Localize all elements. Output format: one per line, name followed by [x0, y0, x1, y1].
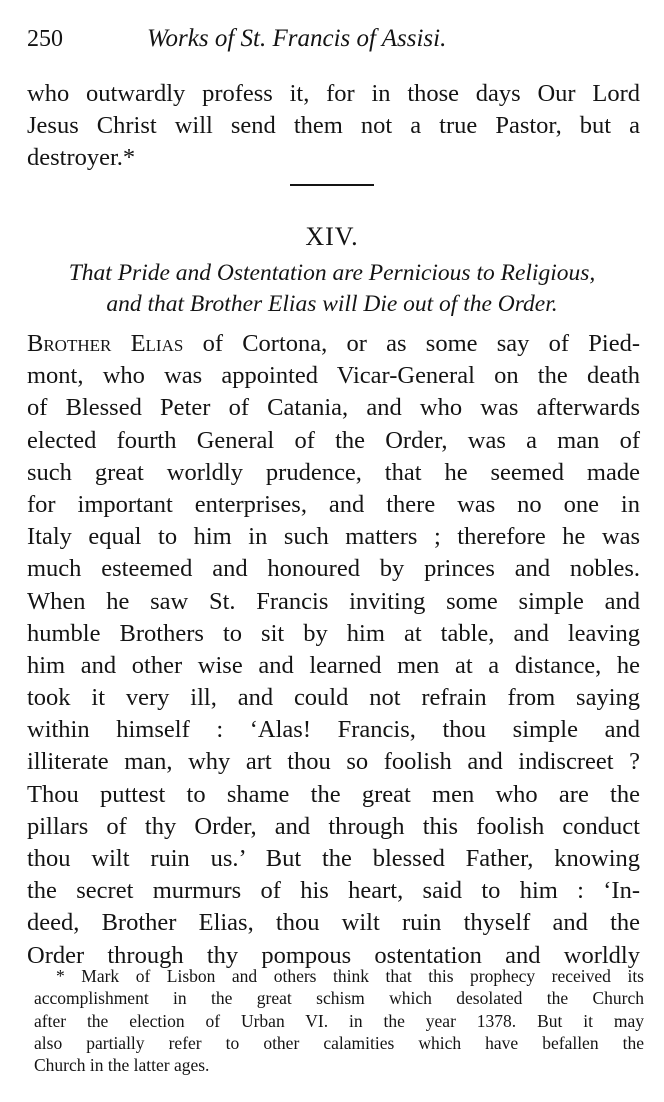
text-line: destroyer.*	[27, 144, 136, 172]
page-header	[27, 22, 637, 56]
text-line: the secret murmurs of his heart, said to him : ‘In-	[27, 877, 640, 905]
footnote-line: * Mark of Lisbon and others think that this prophecy received its	[56, 966, 644, 986]
text-line: illiterate man, why art thou so foolish and indiscreet ?	[27, 748, 640, 776]
text-line: for important enterprises, and there was no one in	[27, 490, 640, 518]
text-line: such great worldly prudence, that he seemed made	[27, 458, 640, 486]
opening-rest: of Cortona, or as some say of Pied-	[183, 330, 640, 357]
opening-line	[27, 328, 640, 360]
chapter-body	[27, 328, 640, 972]
opening-smallcaps: Brother Elias	[27, 330, 184, 357]
text-line: Jesus Christ will send them not a true Pastor, but a	[27, 112, 640, 140]
text-line: took it very ill, and could not refrain from saying	[27, 684, 640, 712]
section-divider	[290, 184, 374, 186]
footnote-line: Church in the latter ages.	[34, 1055, 210, 1076]
text-line: mont, who was appointed Vicar-General on the death	[27, 362, 640, 390]
text-line: Thou puttest to shame the great men who are the	[27, 780, 640, 808]
footnote	[34, 965, 644, 1076]
footnote-line: accomplishment in the great schism which desolated the Church	[34, 988, 644, 1009]
chapter-title-line: and that Brother Elias will Die out of the Order.	[106, 291, 558, 317]
footnote-line: also partially refer to other calamities which have befallen the	[34, 1032, 644, 1053]
text-line: elected fourth General of the Order, was a man of	[27, 426, 640, 454]
text-line: within himself : ‘Alas! Francis, thou simple and	[27, 716, 640, 744]
text-line: Order through thy pompous ostentation and worldly	[27, 941, 640, 969]
text-line: humble Brothers to sit by him at table, and leaving	[27, 619, 640, 647]
continuation-paragraph	[27, 78, 640, 175]
text-line: thou wilt ruin us.’ But the blessed Father, knowing	[27, 845, 640, 872]
footnote-line: after the election of Urban VI. in the year 1378. But it may	[34, 1010, 644, 1031]
text-line: deed, Brother Elias, thou wilt ruin thyself and the	[27, 909, 640, 937]
page-number: 250	[27, 26, 63, 52]
text-line: When he saw St. Francis inviting some simple and	[27, 587, 640, 615]
chapter-title	[20, 258, 644, 320]
text-line: who outwardly profess it, for in those days Our Lord	[27, 80, 640, 107]
chapter-title-line: That Pride and Ostentation are Pernicious to Religious,	[68, 260, 596, 286]
text-line: Italy equal to him in such matters ; therefore he was	[27, 523, 640, 551]
text-line: much esteemed and honoured by princes and nobles.	[27, 555, 640, 583]
chapter-number: XIV.	[305, 222, 359, 251]
text-line: him and other wise and learned men at a distance, he	[27, 651, 640, 679]
running-title: Works of St. Francis of Assisi.	[147, 25, 447, 52]
text-line: of Blessed Peter of Catania, and who was afterwards	[27, 394, 640, 422]
text-line: pillars of thy Order, and through this foolish conduct	[27, 812, 640, 840]
